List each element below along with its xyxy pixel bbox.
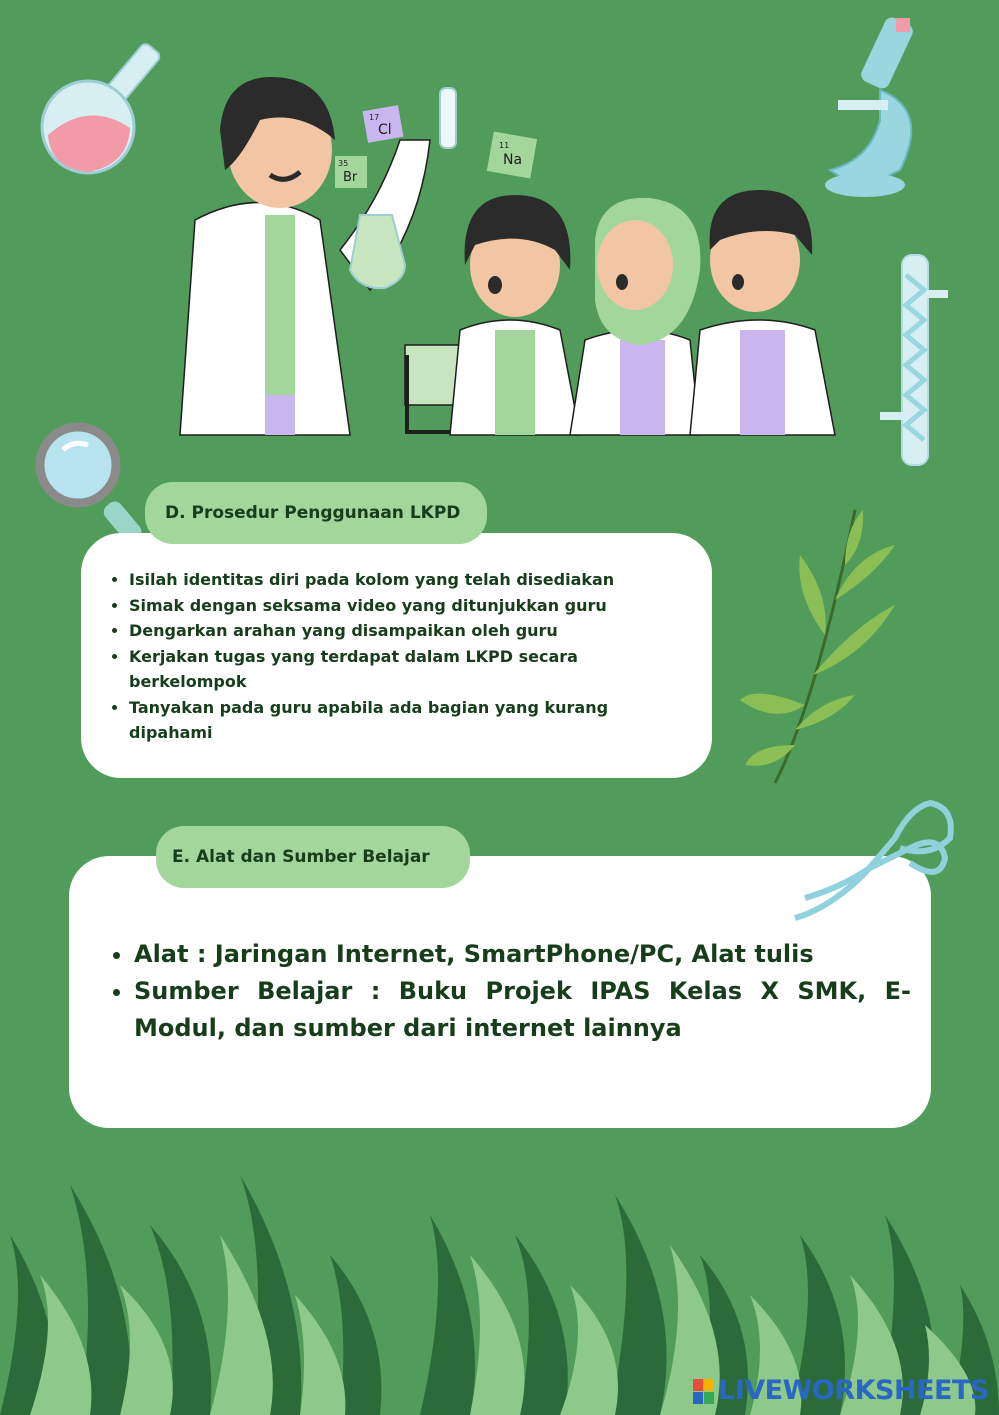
round-flask-icon — [42, 42, 162, 173]
microscope-icon — [825, 15, 915, 197]
liveworksheets-watermark: LIVEWORKSHEETS — [718, 1375, 989, 1406]
tongs-icon — [790, 788, 960, 928]
procedure-list — [129, 567, 692, 746]
element-card-cl — [362, 105, 403, 143]
element-card-na — [487, 131, 537, 178]
leaf-branch-icon — [735, 505, 905, 790]
procedure-item: • Dengarkan arahan yang disampaikan oleh guru — [129, 618, 692, 644]
procedure-item: • Isilah identitas diri pada kolom yang telah disediakan — [129, 567, 692, 593]
liveworksheets-logo-icon — [693, 1379, 715, 1405]
procedure-item: • Kerjakan tugas yang terdapat dalam LKPD secara berkelompok — [129, 644, 599, 695]
scientists-illustration — [0, 0, 999, 470]
section-e-title: E. Alat dan Sumber Belajar — [156, 826, 470, 888]
tools-item-alat: • Alat : Jaringan Internet, SmartPhone/PC, Alat tulis — [134, 936, 911, 973]
student-3-figure — [690, 190, 835, 435]
student-2-figure — [570, 198, 700, 435]
procedure-item: • Tanyakan pada guru apabila ada bagian yang kurang dipahami — [129, 695, 629, 746]
element-cl-number: 17 — [369, 113, 380, 122]
element-br-number: 35 — [338, 159, 349, 168]
element-na-symbol: Na — [503, 152, 523, 168]
procedure-card — [81, 533, 712, 778]
condenser-icon — [880, 255, 948, 465]
tools-list — [134, 936, 911, 1047]
student-1-figure — [450, 195, 580, 435]
element-na-number: 11 — [499, 141, 510, 150]
element-br-symbol: Br — [343, 170, 358, 185]
element-cl-symbol: Cl — [378, 122, 392, 138]
tools-item-sumber: • Sumber Belajar : Buku Projek IPAS Kelas X SMK, E-Modul, dan sumber dari internet lainnya — [134, 973, 911, 1047]
element-card-br — [335, 156, 367, 188]
magnifying-glass-icon — [33, 420, 148, 545]
procedure-item: • Simak dengan seksama video yang ditunjukkan guru — [129, 593, 692, 619]
section-d-title: D. Prosedur Penggunaan LKPD — [145, 482, 487, 544]
